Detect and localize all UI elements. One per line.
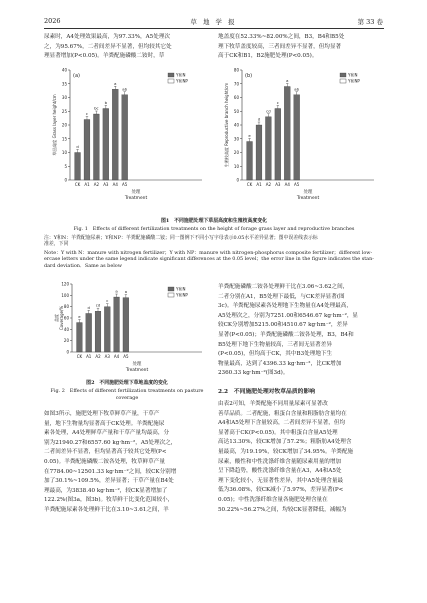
text-line: 高达13.30%，较CK增加了57.2%；粗脂肪A4处理含 — [218, 439, 352, 446]
significance-letter: a — [114, 80, 117, 86]
header-journal: 草 地 学 报 — [190, 18, 237, 26]
x-tick-label: A3 — [275, 182, 281, 187]
x-axis-label-cn: 处理 — [131, 190, 141, 195]
significance-letter: a — [124, 289, 128, 295]
y-tick-label: 15 — [61, 136, 67, 142]
x-axis-label-en: Treatment — [124, 196, 148, 201]
x-tick-label: A5 — [122, 182, 128, 187]
x-axis-label-en: Treatment — [125, 368, 149, 373]
bar — [265, 117, 271, 180]
x-tick-label: A3 — [103, 182, 109, 187]
y-tick-label: 20 — [63, 338, 69, 344]
legend-swatch-yn — [168, 287, 174, 291]
y-tick-label: 25 — [61, 108, 67, 114]
text-line: 善草品质。二者配施，粗蛋白含量和粗脂肪含量均在 — [218, 410, 347, 417]
text-line: A4和A5处理下含量较高，二者间差异不显著，但均 — [218, 420, 346, 427]
y-tick-label: 40 — [233, 122, 239, 128]
header-volume: 第 33 卷 — [357, 18, 383, 26]
bar — [112, 89, 118, 180]
text-line: 显著高于CK(P<0.05)。其中粗蛋白含量A5处理 — [218, 429, 338, 436]
bar — [75, 153, 81, 181]
y-tick-label: 40 — [61, 67, 67, 73]
text-line: 加了30.1%~109.5%，差异显著；干草产量在B4处 — [44, 478, 174, 485]
text-line: 尿素时，A4处理效果最高，为97.33%，A5处理次 — [44, 34, 171, 40]
y-tick-label: 5 — [64, 163, 67, 169]
legend-label-yn: Y和N — [176, 286, 186, 292]
x-tick-label: A2 — [265, 182, 272, 187]
x-tick-label: A2 — [93, 182, 100, 187]
legend-label-ynp: Y和NP — [348, 78, 360, 84]
significance-letter: a — [286, 78, 289, 83]
fig1-note-en — [44, 250, 384, 269]
text-line: 地盖度在52.33%~82.00%之间，B3，B4和B5处 — [218, 34, 345, 40]
legend-swatch-yn — [340, 73, 346, 77]
header-year: 2026 — [44, 17, 61, 25]
y-tick-label: 20 — [233, 150, 239, 155]
legend-swatch-ynp — [168, 293, 174, 297]
x-tick-label: CK — [246, 182, 253, 187]
y-tick-label: 35 — [61, 81, 67, 87]
text-line: 低为36.08%，较CK减小了5.97%，差异显著(P< — [218, 487, 344, 494]
significance-letter: d — [87, 304, 90, 310]
text-line: (P<0.05)，但均高于CK，其中B3处理地下生 — [218, 351, 333, 358]
bar — [275, 109, 281, 181]
y-axis-label: Coverage/% — [59, 305, 64, 331]
panel-label: (b) — [245, 73, 253, 79]
significance-letter: c — [276, 100, 279, 105]
y-tick-label: 120 — [61, 281, 69, 287]
bar — [77, 323, 83, 352]
x-tick-label: A4 — [284, 182, 290, 187]
significance-letter: e — [248, 133, 251, 138]
x-tick-label: CK — [76, 354, 83, 359]
note-line: dard deviation．Same as below — [44, 262, 122, 269]
x-tick-label: A4 — [112, 182, 118, 187]
y-tick-label: 60 — [233, 95, 239, 100]
fig1-panel-a — [51, 68, 202, 202]
panel-label: (a) — [73, 73, 80, 79]
legend-label-ynp: Y和NP — [176, 78, 188, 84]
text-line: 物量最高，达到了4396.33 kg·hm⁻²，比CK增加 — [218, 360, 342, 367]
significance-letter: bc — [94, 105, 99, 111]
fig1-note-cn — [44, 235, 384, 248]
bar — [122, 95, 128, 180]
legend-swatch-ynp — [340, 79, 346, 83]
text-line: 量最高，为19.19%，较CK增加了34.95%。羊粪配施 — [218, 448, 354, 455]
fig1-caption-cn: 图1 不同施肥处理下草层高度和生殖枝高度变化 — [160, 218, 268, 224]
bar — [104, 307, 110, 352]
fig1-panel-b — [223, 68, 374, 202]
x-tick-label: A2 — [95, 354, 101, 359]
y-axis-label: 盖度 — [54, 314, 59, 322]
bar — [284, 87, 290, 181]
y-tick-label: 30 — [233, 136, 239, 142]
figure-2 — [44, 278, 210, 378]
legend-label-yn: Y和N — [176, 72, 186, 78]
significance-letter: e — [78, 314, 81, 320]
y-axis-label: 草层高度 Grass layer height/cm — [52, 94, 57, 156]
text-line: 二者分别在A1，B5处理下最低，与CK差异显著(图 — [218, 293, 345, 300]
text-line: 呈下降趋势，酸性洗涤纤维含量在A3，A4和A5处 — [218, 468, 342, 475]
page-header — [0, 17, 427, 27]
significance-letter: c — [85, 111, 89, 116]
x-tick-label: A1 — [86, 354, 92, 359]
text-line: 尿素，酸性和中性洗涤纤维含量随尿素用量的增加 — [218, 458, 342, 465]
significance-letter: ab — [294, 86, 300, 92]
y-tick-label: 50 — [233, 108, 239, 114]
legend-label-yn: Y和N — [348, 72, 358, 78]
note-line: 注：Y和N：羊粪配施尿素；Y和NP：羊粪配施磷酸二铵；同一图例下不同小写字母表示0.05水平差异显著；图中误差线表示标 — [44, 235, 318, 241]
text-line: 别为21940.27和6557.60 kg·hm⁻²，A5处理次之， — [44, 439, 177, 446]
y-tick-label: 80 — [63, 304, 69, 310]
col1-top-text — [44, 33, 210, 62]
text-line: 羊粪配施磷酸二铵各处理鲜干比在3.06~3.62之间， — [218, 284, 349, 290]
y-tick-label: 30 — [61, 95, 67, 100]
legend-swatch-yn — [168, 73, 174, 77]
x-tick-label: A1 — [256, 182, 262, 187]
x-tick-label: A5 — [123, 354, 129, 359]
significance-letter: ab — [122, 86, 128, 92]
section-heading: 2.2 不同施肥处理对牧草品质的影响 — [218, 389, 316, 395]
note-line: ercase letters under the same legend indicate significant differences at the 0.05 level；the error line in the figure indicates the stan- — [44, 256, 374, 263]
text-line: 高于CK和B1，B2施肥处理(P<0.05)。 — [218, 53, 318, 60]
figure-1 — [44, 64, 384, 216]
y-tick-label: 70 — [233, 81, 239, 87]
y-tick-label: 40 — [63, 326, 69, 332]
text-line: 理下牧草盖度较高，三者间差异不显著，但均显著 — [218, 43, 342, 50]
text-line: 之，为95.67%，二者间差异不显著，但均较其它处 — [44, 43, 172, 50]
text-line: B5处理下地下生物量较高，三者间无显著差异 — [218, 341, 332, 348]
bar — [93, 114, 99, 180]
text-line: 3c)。羊粪配施尿素各处理地下生物量在A4处理最高， — [218, 303, 352, 310]
y-tick-label: 0 — [64, 177, 67, 183]
x-tick-label: A5 — [294, 182, 300, 187]
bar — [256, 125, 262, 180]
bar — [294, 95, 300, 180]
col2-bottom-text — [218, 400, 384, 515]
text-line: 羊粪配施尿素各处理鲜干比在3.10~3.61之间，羊 — [44, 506, 169, 513]
significance-letter: cd — [266, 108, 271, 114]
legend-label-ynp: Y和NP — [176, 292, 188, 298]
col1-bottom-text — [44, 410, 210, 516]
bar — [123, 298, 129, 352]
y-tick-label: 10 — [233, 163, 239, 169]
x-tick-label: A4 — [113, 354, 120, 359]
legend-swatch-ynp — [168, 79, 174, 83]
bar — [247, 142, 253, 181]
y-tick-label: 60 — [63, 315, 69, 321]
significance-letter: d — [76, 144, 79, 149]
text-line: 122.2%(图3a，图3b)。牧草鲜干比变化范围较小， — [44, 497, 174, 504]
fig2-caption-en-1: Fig. 2 Effects of different fertilization treatments on pasture — [50, 388, 204, 394]
header-rule — [44, 28, 384, 29]
fig2-caption-en-2: coverage — [115, 395, 139, 401]
x-axis-label-cn: 处理 — [303, 190, 313, 195]
y-tick-label: 0 — [236, 177, 239, 183]
significance-letter: d — [257, 116, 261, 122]
x-tick-label: A1 — [84, 182, 90, 187]
significance-letter: a — [115, 288, 118, 294]
x-tick-label: A3 — [104, 354, 110, 359]
significance-letter: b — [104, 100, 108, 105]
fig1-caption-en: Fig. 1 Effects of different fertilization treatments on the height of forage grass layer and reproductive branches — [73, 226, 355, 232]
text-line: 理最高，为3838.40 kg·hm⁻²，较CK显著增加了 — [44, 487, 168, 494]
col2-mid-text — [218, 283, 384, 379]
text-line: 由表2可知，羊粪配施不同用量尿素可显著改 — [218, 401, 328, 407]
text-line: 如图3所示，施肥处理下牧草鲜草产量，干草产 — [44, 411, 160, 417]
text-line: 0.05)。羊粪配施磷酸二铵各处理，牧草鲜草产量 — [44, 458, 165, 465]
text-line: 2360.33 kg·hm⁻²(图3d)。 — [218, 370, 289, 377]
x-axis-label-en: Treatment — [296, 196, 320, 201]
note-line: 准差，下同 — [44, 241, 69, 248]
text-line: 较CK分别增加5215.00和4510.67 kg·hm⁻²，差异 — [218, 322, 348, 329]
note-line: Note：Y with N：manure with nitrogen fertilizer；Y with NP：manure with nitrogen-phosphorus composite fertilizer；different low- — [44, 250, 373, 256]
text-line: 二者间差异不显著，但均显著高于较其它处理(P< — [44, 449, 167, 456]
text-line: 量，地下生物量均显著高于CK处理。羊粪配施尿 — [44, 420, 165, 427]
text-line: 素各处理，A4处理鲜草产量和干草产量均最高，分 — [44, 430, 170, 437]
text-line: 显著(P<0.05)；羊粪配施磷酸二铵各处理，B3，B4和 — [218, 331, 354, 338]
bar — [84, 120, 90, 181]
bar — [95, 311, 101, 352]
y-tick-label: 10 — [61, 150, 67, 155]
bar — [86, 313, 92, 352]
fig2-chart — [53, 282, 202, 374]
text-line: 在7784.00~12501.33 kg·hm⁻²之间，较CK分别增 — [44, 468, 177, 475]
text-line: 50.22%~56.27%之间，均较CK显著降低，减幅为 — [218, 506, 347, 513]
y-tick-label: 80 — [233, 67, 239, 73]
significance-letter: c — [106, 298, 109, 304]
bar — [103, 109, 109, 181]
text-line: 0.05)；中性洗涤纤维含量各施肥处理含量在 — [218, 496, 328, 503]
text-line: 理下变化较小，无显著性差异，其中A5处理含量最 — [218, 477, 344, 484]
fig2-caption-cn: 图2 不同施肥处理下草地盖度的变化 — [86, 380, 168, 386]
text-line: 理显著增加(P<0.05)。羊粪配施磷酸二铵时，草 — [44, 53, 165, 60]
y-tick-label: 20 — [61, 122, 67, 128]
bar — [114, 297, 120, 352]
text-line: A5处理次之，分别为7251.00和6546.67 kg·hm⁻²，显 — [218, 312, 359, 319]
y-axis-label: 生殖枝高度 Reproductive branch height/cm — [224, 82, 229, 168]
x-tick-label: CK — [74, 182, 81, 187]
significance-letter: cd — [95, 302, 101, 308]
y-tick-label: 100 — [61, 292, 69, 298]
x-axis-label-cn: 处理 — [132, 362, 142, 367]
y-tick-label: 0 — [66, 349, 69, 355]
col2-top-text — [218, 33, 384, 62]
